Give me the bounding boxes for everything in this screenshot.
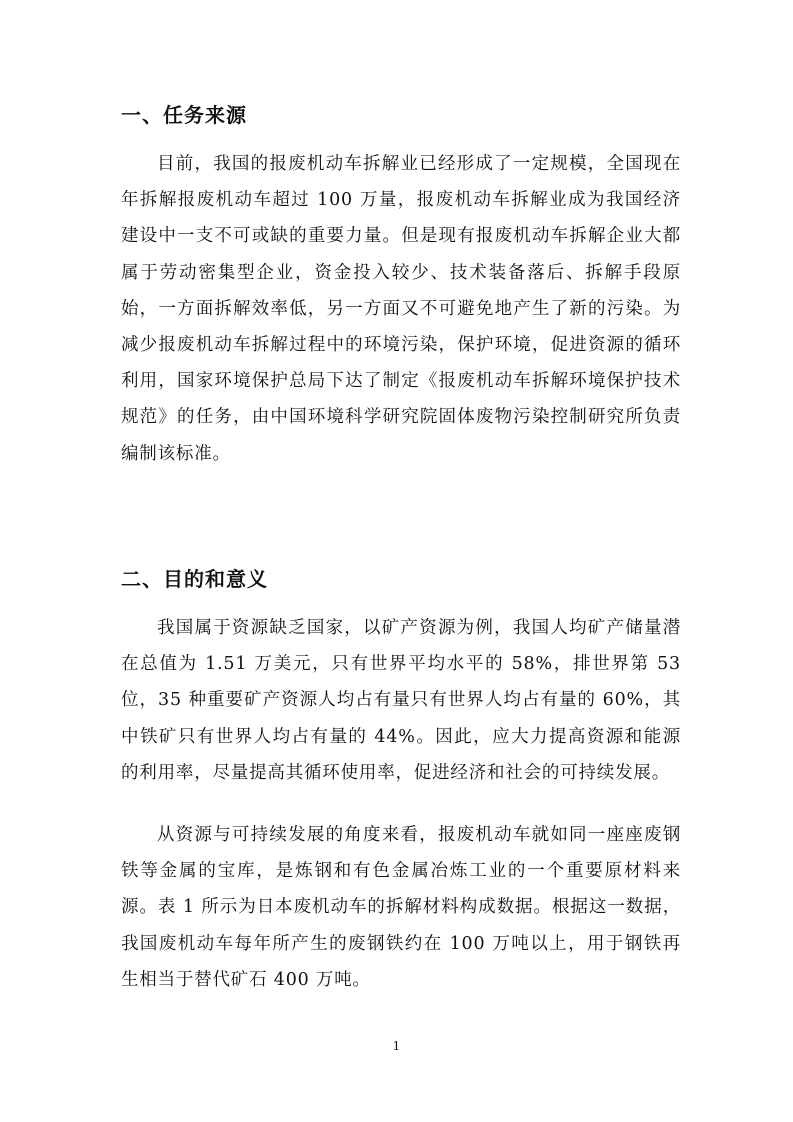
page-number: 1 <box>392 1039 401 1053</box>
section-heading-task-source: 一、任务来源 <box>121 103 247 127</box>
section-heading-purpose: 二、目的和意义 <box>121 567 268 591</box>
paragraph-task-source: 目前，我国的报废机动车拆解业已经形成了一定规模，全国现在年拆解报废机动车超过 100 万量，报废机动车拆解业成为我国经济建设中一支不可或缺的重要力量。但是现有报废机动车拆解企业大都属于劳动密集型企业，资金投入较少、技术装备落后、拆解手段原始，一方面拆解效率低，另一方面又不可避免地产生了新的污染。为减少报废机动车拆解过程中的环境污染，保护环境，促进资源的循环利用，国家环境保护总局下达了制定《报废机动车拆解环境保护技术规范》的任务，由中国环境科学研究院固体废物污染控制研究所负责编制该标准。 <box>121 154 681 464</box>
paragraph-sustainability: 从资源与可持续发展的角度来看，报废机动车就如同一座座废钢铁等金属的宝库，是炼钢和有色金属冶炼工业的一个重要原材料来源。表 1 所示为日本废机动车的拆解材料构成数据。根据这一数据，我国废机动车每年所产生的废钢铁约在 100 万吨以上，用于钢铁再生相当于替代矿石 400 万吨。 <box>121 825 681 990</box>
paragraph-resource-scarcity: 我国属于资源缺乏国家，以矿产资源为例，我国人均矿产储量潜在总值为 1.51 万美元，只有世界平均水平的 58%，排世界第 53 位，35 种重要矿产资源人均占有量只有世界人均占有量的 60%，其中铁矿只有世界人均占有量的 44%。因此，应大力提高资源和能源的利用率，尽量提高其循环使用率，促进经济和社会的可持续发展。 <box>121 618 681 783</box>
